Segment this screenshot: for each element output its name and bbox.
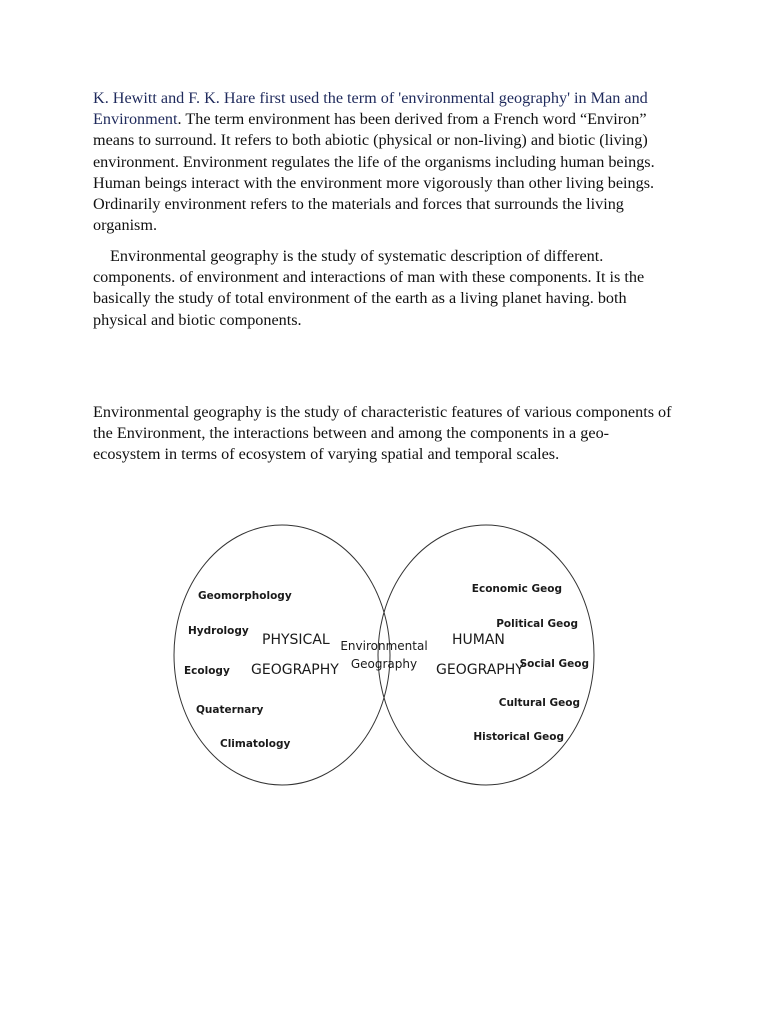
physical-title-line1: PHYSICAL [262, 632, 330, 648]
paragraph-1-citation: K. Hewitt and F. K. Hare first used the term of 'environmental geography' in Man and Environment [93, 89, 648, 129]
environmental-geography-line1: Environmental [340, 639, 428, 653]
right-item-cultural: Cultural Geog [498, 697, 580, 709]
left-item-quaternary: Quaternary [196, 704, 264, 716]
paragraph-1-body: . The term environment has been derived from a French word “Environ” means to surround. It refers to both abiotic (physical or non-living) and biotic (living) environment. Environment regulates the life of the organisms including human beings. Human beings interact with the environment more vigorously than other living beings. Ordinarily environment refers to the materials and forces that surrounds the living organism. [93, 110, 655, 235]
right-item-economic: Economic Geog [471, 583, 562, 595]
right-item-historical: Historical Geog [473, 731, 564, 743]
right-item-political: Political Geog [496, 618, 578, 630]
human-title-line2: GEOGRAPHY [436, 662, 524, 678]
human-geography-circle [378, 525, 594, 785]
paragraph-1 [93, 88, 673, 236]
paragraph-2 [93, 246, 673, 331]
paragraph-2-body: Environmental geography is the study of systematic description of different. components. of environment and interactions of man with these components. It is the basically the study of total environment of the earth as a living planet having. both physical and biotic components. [93, 247, 645, 329]
left-item-hydrology: Hydrology [188, 625, 249, 637]
left-item-climatology: Climatology [220, 738, 291, 750]
paragraph-3: Environmental geography is the study of characteristic features of various components of the Environment, the interactions between and among the components in a geo-ecosystem in terms of ecosystem of varying spatial and temporal scales. [93, 403, 672, 464]
human-title-line1: HUMAN [452, 632, 505, 648]
left-item-geomorphology: Geomorphology [198, 590, 292, 602]
venn-diagram [170, 520, 600, 790]
left-item-ecology: Ecology [184, 665, 230, 677]
environmental-geography-line2: Geography [350, 657, 418, 671]
physical-title-line2: GEOGRAPHY [251, 662, 339, 678]
right-item-social: Social Geog [519, 658, 589, 670]
